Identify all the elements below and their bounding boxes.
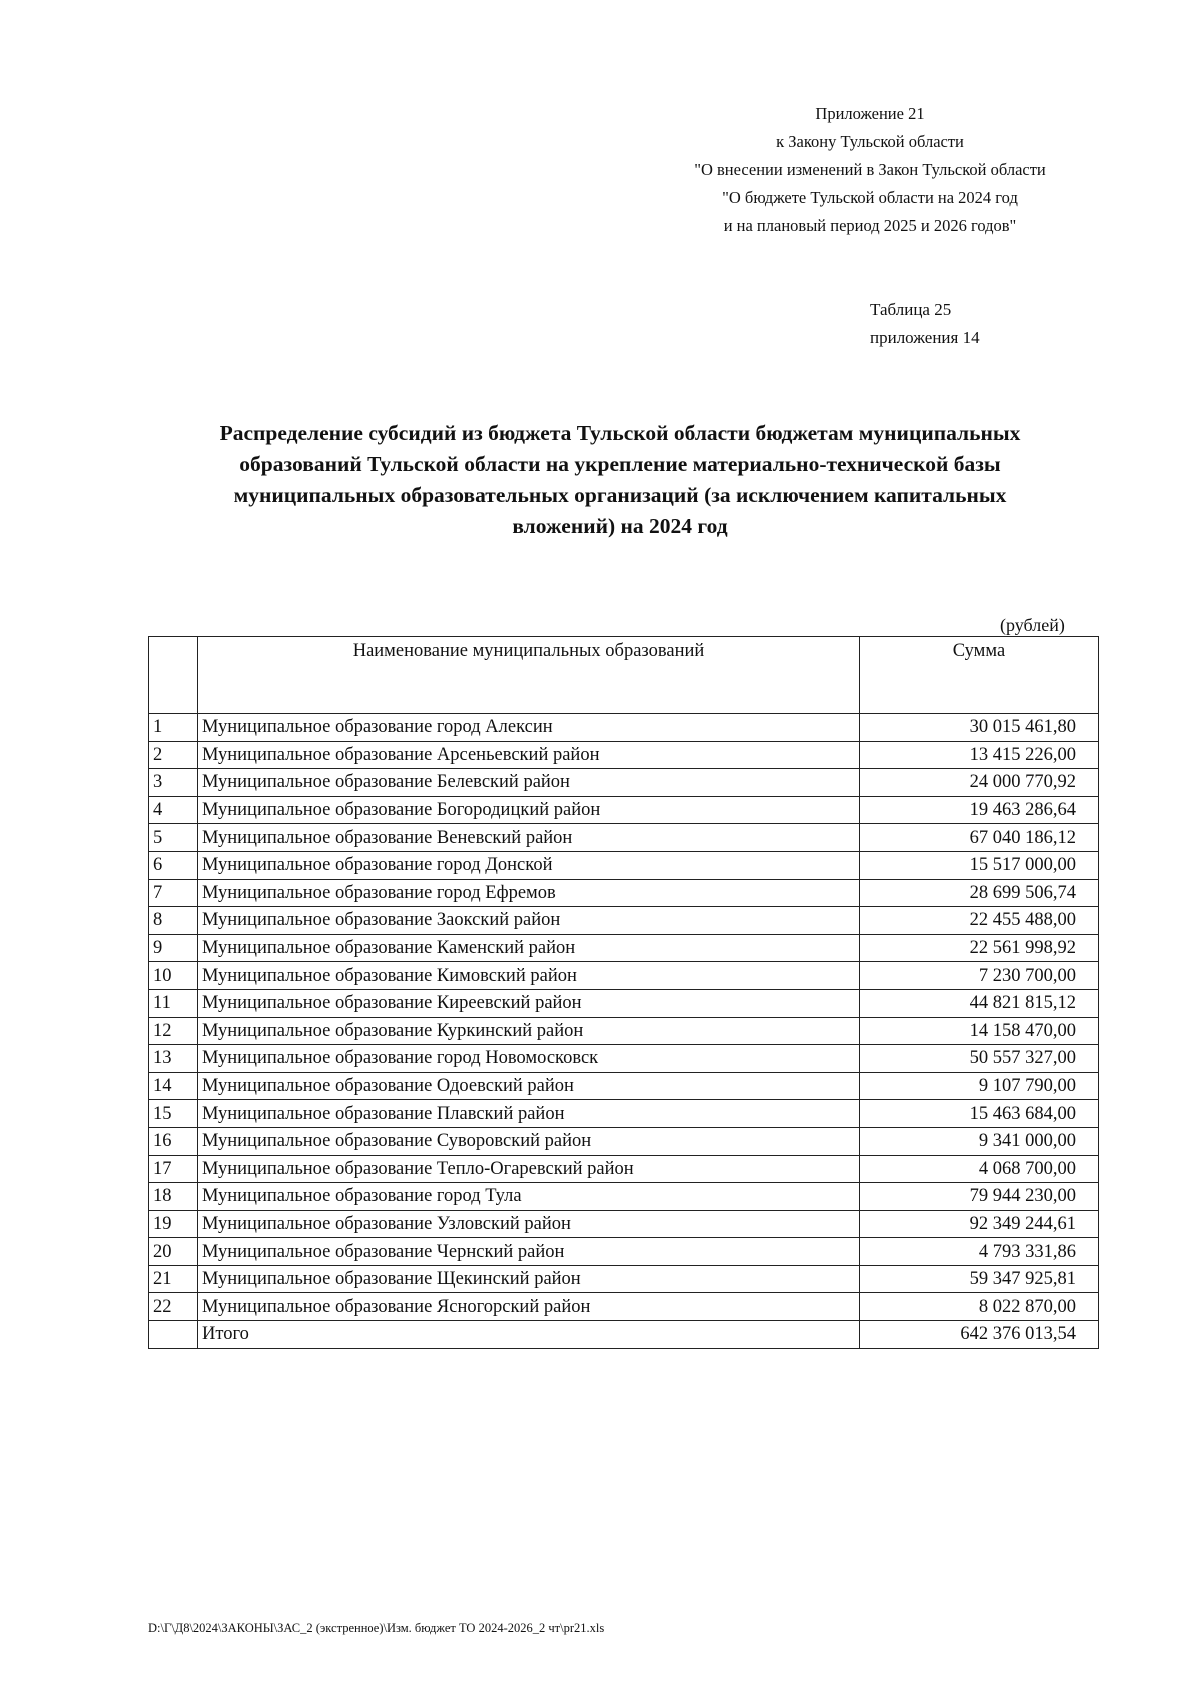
row-number: 14: [149, 1072, 198, 1100]
row-number: 18: [149, 1183, 198, 1211]
row-name: Муниципальное образование Щекинский район: [198, 1265, 860, 1293]
table-ref-line: Таблица 25: [870, 300, 952, 319]
row-sum: 44 821 815,12: [860, 989, 1099, 1017]
title-line: вложений) на 2024 год: [512, 514, 728, 538]
row-sum: 30 015 461,80: [860, 714, 1099, 742]
row-number: 22: [149, 1293, 198, 1321]
row-name: Муниципальное образование Каменский район: [198, 934, 860, 962]
total-num: [149, 1321, 198, 1349]
row-number: 16: [149, 1127, 198, 1155]
appendix-reference: [640, 100, 1100, 240]
row-sum: 50 557 327,00: [860, 1045, 1099, 1073]
file-path-footer: D:\Г\Д8\2024\ЗАКОНЫ\ЗАС_2 (экстренное)\Изм. бюджет ТО 2024-2026_2 чт\pr21.xls: [148, 1621, 605, 1635]
row-sum: 15 517 000,00: [860, 851, 1099, 879]
table-row: [149, 796, 1099, 824]
row-name: Муниципальное образование Тепло-Огаревский район: [198, 1155, 860, 1183]
header-name: Наименование муниципальных образований: [198, 637, 860, 714]
row-sum: 9 107 790,00: [860, 1072, 1099, 1100]
row-name: Муниципальное образование Суворовский район: [198, 1127, 860, 1155]
row-number: 15: [149, 1100, 198, 1128]
table-row: [149, 989, 1099, 1017]
units-label: (рублей): [1000, 615, 1065, 635]
row-number: 4: [149, 796, 198, 824]
row-sum: 13 415 226,00: [860, 741, 1099, 769]
row-sum: 28 699 506,74: [860, 879, 1099, 907]
row-name: Муниципальное образование город Тула: [198, 1183, 860, 1211]
row-name: Муниципальное образование Веневский район: [198, 824, 860, 852]
row-sum: 4 793 331,86: [860, 1238, 1099, 1266]
appendix-line: "О внесении изменений в Закон Тульской области: [694, 160, 1046, 179]
table-row: [149, 714, 1099, 742]
table-row: [149, 1265, 1099, 1293]
row-sum: 22 561 998,92: [860, 934, 1099, 962]
table-row: [149, 1045, 1099, 1073]
row-name: Муниципальное образование Арсеньевский район: [198, 741, 860, 769]
row-number: 1: [149, 714, 198, 742]
table-row: [149, 1017, 1099, 1045]
table-row: [149, 1072, 1099, 1100]
row-name: Муниципальное образование Узловский район: [198, 1210, 860, 1238]
row-number: 5: [149, 824, 198, 852]
row-number: 3: [149, 769, 198, 797]
appendix-line: "О бюджете Тульской области на 2024 год: [722, 188, 1018, 207]
table-row: [149, 962, 1099, 990]
row-number: 21: [149, 1265, 198, 1293]
row-sum: 67 040 186,12: [860, 824, 1099, 852]
row-sum: 7 230 700,00: [860, 962, 1099, 990]
row-sum: 59 347 925,81: [860, 1265, 1099, 1293]
row-name: Муниципальное образование Заокский район: [198, 907, 860, 935]
document-title: [160, 418, 1080, 542]
table-row: [149, 1127, 1099, 1155]
row-name: Муниципальное образование Киреевский район: [198, 989, 860, 1017]
table-row: [149, 824, 1099, 852]
table-row: [149, 1183, 1099, 1211]
row-sum: 4 068 700,00: [860, 1155, 1099, 1183]
row-number: 20: [149, 1238, 198, 1266]
appendix-line: Приложение 21: [815, 104, 925, 123]
row-number: 8: [149, 907, 198, 935]
table-row: [149, 769, 1099, 797]
header-sum: Сумма: [860, 637, 1099, 714]
row-number: 17: [149, 1155, 198, 1183]
row-number: 13: [149, 1045, 198, 1073]
table-total-row: [149, 1321, 1099, 1349]
row-sum: 14 158 470,00: [860, 1017, 1099, 1045]
row-sum: 9 341 000,00: [860, 1127, 1099, 1155]
table-row: [149, 879, 1099, 907]
table-header-row: [149, 637, 1099, 714]
table-row: [149, 1100, 1099, 1128]
appendix-line: и на плановый период 2025 и 2026 годов": [723, 216, 1017, 235]
row-name: Муниципальное образование Кимовский район: [198, 962, 860, 990]
row-sum: 19 463 286,64: [860, 796, 1099, 824]
row-number: 11: [149, 989, 198, 1017]
table-row: [149, 851, 1099, 879]
row-sum: 22 455 488,00: [860, 907, 1099, 935]
row-name: Муниципальное образование Плавский район: [198, 1100, 860, 1128]
row-name: Муниципальное образование город Ефремов: [198, 879, 860, 907]
table-body: [149, 714, 1099, 1349]
row-number: 7: [149, 879, 198, 907]
row-name: Муниципальное образование Одоевский район: [198, 1072, 860, 1100]
table-row: [149, 741, 1099, 769]
total-name: Итого: [198, 1321, 860, 1349]
table-row: [149, 907, 1099, 935]
row-sum: 24 000 770,92: [860, 769, 1099, 797]
appendix-line: к Закону Тульской области: [776, 132, 964, 151]
row-number: 10: [149, 962, 198, 990]
table-row: [149, 1210, 1099, 1238]
row-sum: 15 463 684,00: [860, 1100, 1099, 1128]
row-name: Муниципальное образование город Алексин: [198, 714, 860, 742]
row-number: 19: [149, 1210, 198, 1238]
row-name: Муниципальное образование Белевский район: [198, 769, 860, 797]
table-reference: [870, 296, 980, 352]
table-row: [149, 1293, 1099, 1321]
table-ref-line: приложения 14: [870, 328, 980, 347]
row-number: 12: [149, 1017, 198, 1045]
title-line: муниципальных образовательных организаций (за исключением капитальных: [233, 483, 1007, 507]
subsidy-table: [148, 636, 1099, 1349]
row-sum: 92 349 244,61: [860, 1210, 1099, 1238]
row-number: 2: [149, 741, 198, 769]
row-name: Муниципальное образование Богородицкий район: [198, 796, 860, 824]
title-line: образований Тульской области на укрепление материально-технической базы: [239, 452, 1001, 476]
row-number: 6: [149, 851, 198, 879]
row-name: Муниципальное образование город Новомосковск: [198, 1045, 860, 1073]
row-sum: 8 022 870,00: [860, 1293, 1099, 1321]
row-name: Муниципальное образование Чернский район: [198, 1238, 860, 1266]
header-num: [149, 637, 198, 714]
table-row: [149, 1238, 1099, 1266]
row-name: Муниципальное образование город Донской: [198, 851, 860, 879]
row-number: 9: [149, 934, 198, 962]
title-line: Распределение субсидий из бюджета Тульской области бюджетам муниципальных: [219, 421, 1021, 445]
table-row: [149, 934, 1099, 962]
row-name: Муниципальное образование Ясногорский район: [198, 1293, 860, 1321]
row-sum: 79 944 230,00: [860, 1183, 1099, 1211]
row-name: Муниципальное образование Куркинский район: [198, 1017, 860, 1045]
total-sum: 642 376 013,54: [860, 1321, 1099, 1349]
table-row: [149, 1155, 1099, 1183]
